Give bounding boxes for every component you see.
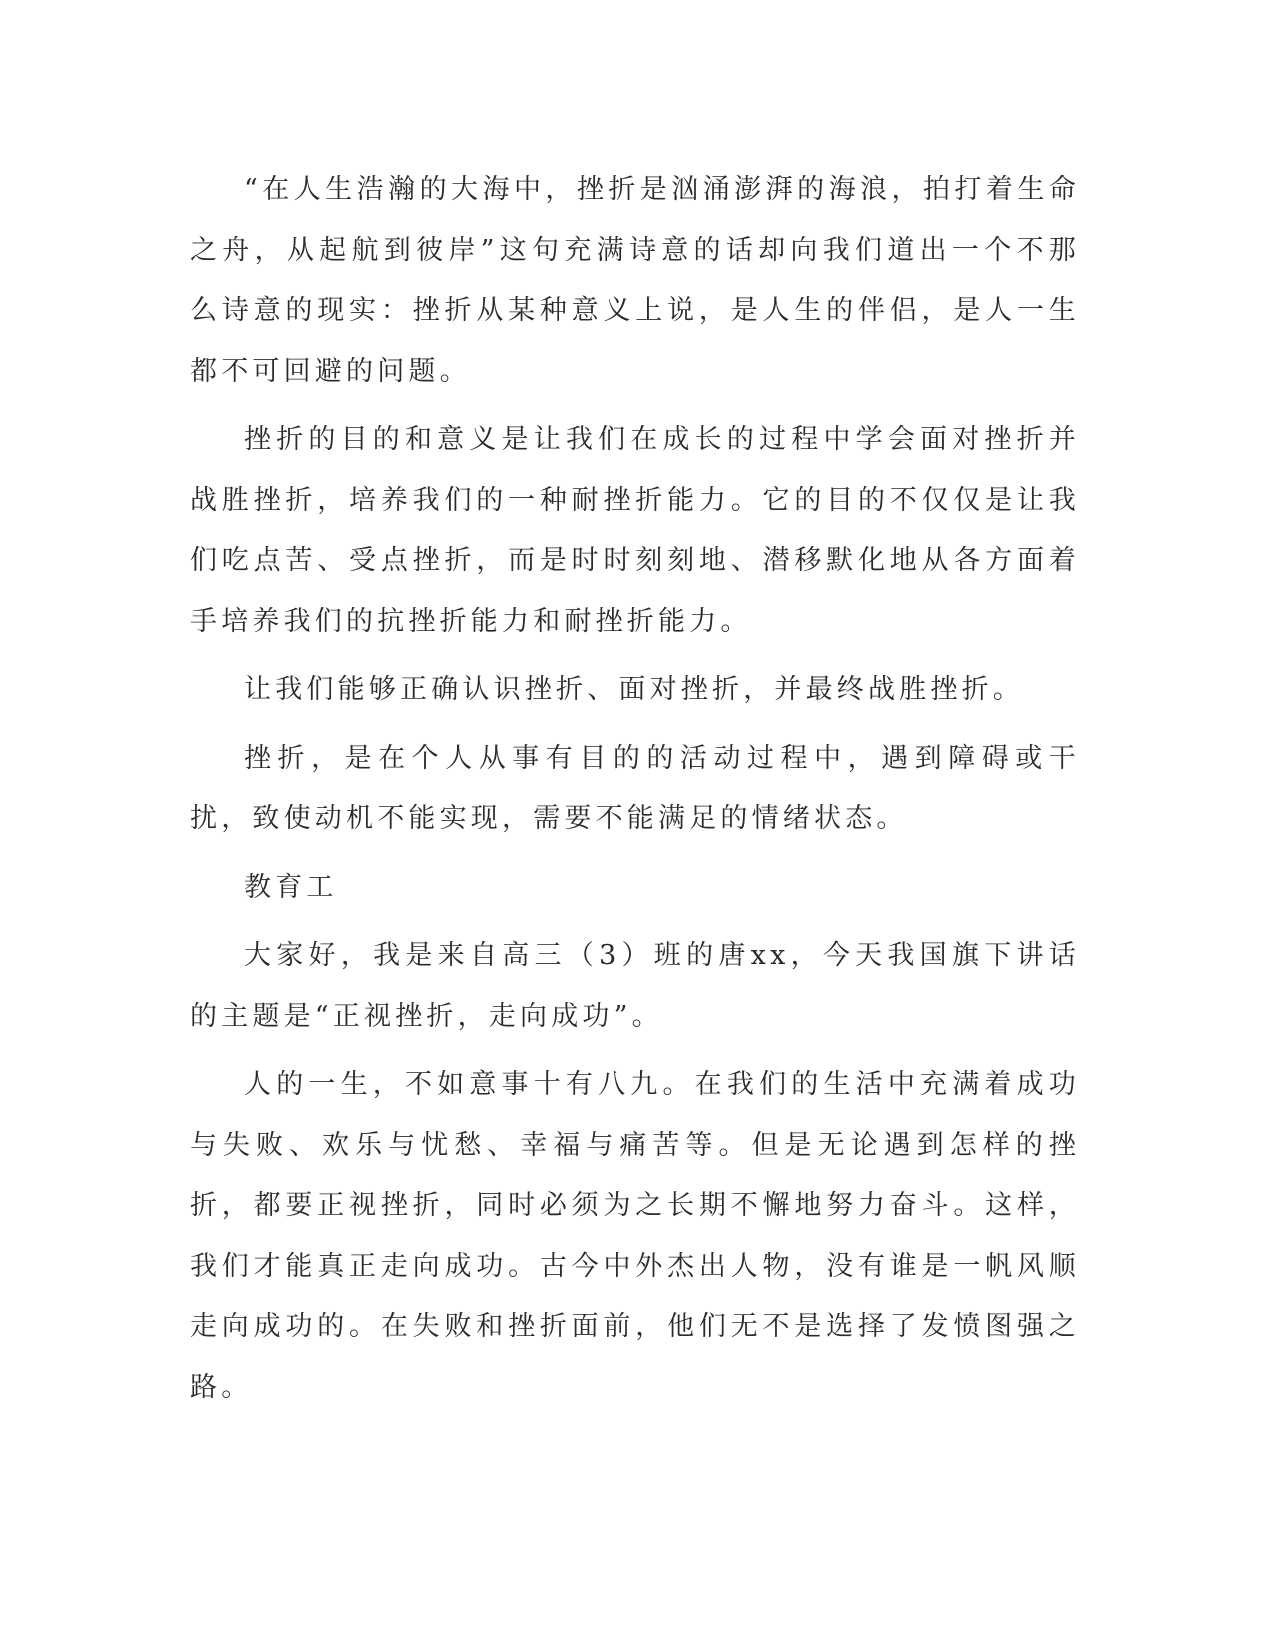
paragraph-4: 挫折，是在个人从事有目的的活动过程中，遇到障碍或干扰，致使动机不能实现，需要不能满足的情绪状态。 xyxy=(190,742,1080,834)
paragraph-2: 挫折的目的和意义是让我们在成长的过程中学会面对挫折并战胜挫折，培养我们的一种耐挫折能力。它的目的不仅仅是让我们吃点苦、受点挫折，而是时时刻刻地、潜移默化地从各方面着手培养我们的抗挫折能力和耐挫折能力。 xyxy=(190,424,1080,637)
paragraph-5: 教育工 xyxy=(244,871,338,903)
paragraph-7: 人的一生，不如意事十有八九。在我们的生活中充满着成功与失败、欢乐与忧愁、幸福与痛苦等。但是无论遇到怎样的挫折，都要正视挫折，同时必须为之长期不懈地努力奋斗。这样，我们才能真正走向成功。古今中外杰出人物，没有谁是一帆风顺走向成功的。在失败和挫折面前，他们无不是选择了发愤图强之路。 xyxy=(190,1069,1080,1403)
paragraph-6: 大家好，我是来自高三（3）班的唐xx，今天我国旗下讲话的主题是“正视挫折，走向成功”。 xyxy=(190,940,1080,1032)
paragraph-3: 让我们能够正确认识挫折、面对挫折，并最终战胜挫折。 xyxy=(244,674,1024,705)
paragraph-1: “在人生浩瀚的大海中，挫折是汹涌澎湃的海浪，拍打着生命之舟，从起航到彼岸”这句充满诗意的话却向我们道出一个不那么诗意的现实：挫折从某种意义上说，是人生的伴侣，是人一生都不可回避的问题。 xyxy=(190,174,1080,387)
document-body xyxy=(190,160,1080,1426)
